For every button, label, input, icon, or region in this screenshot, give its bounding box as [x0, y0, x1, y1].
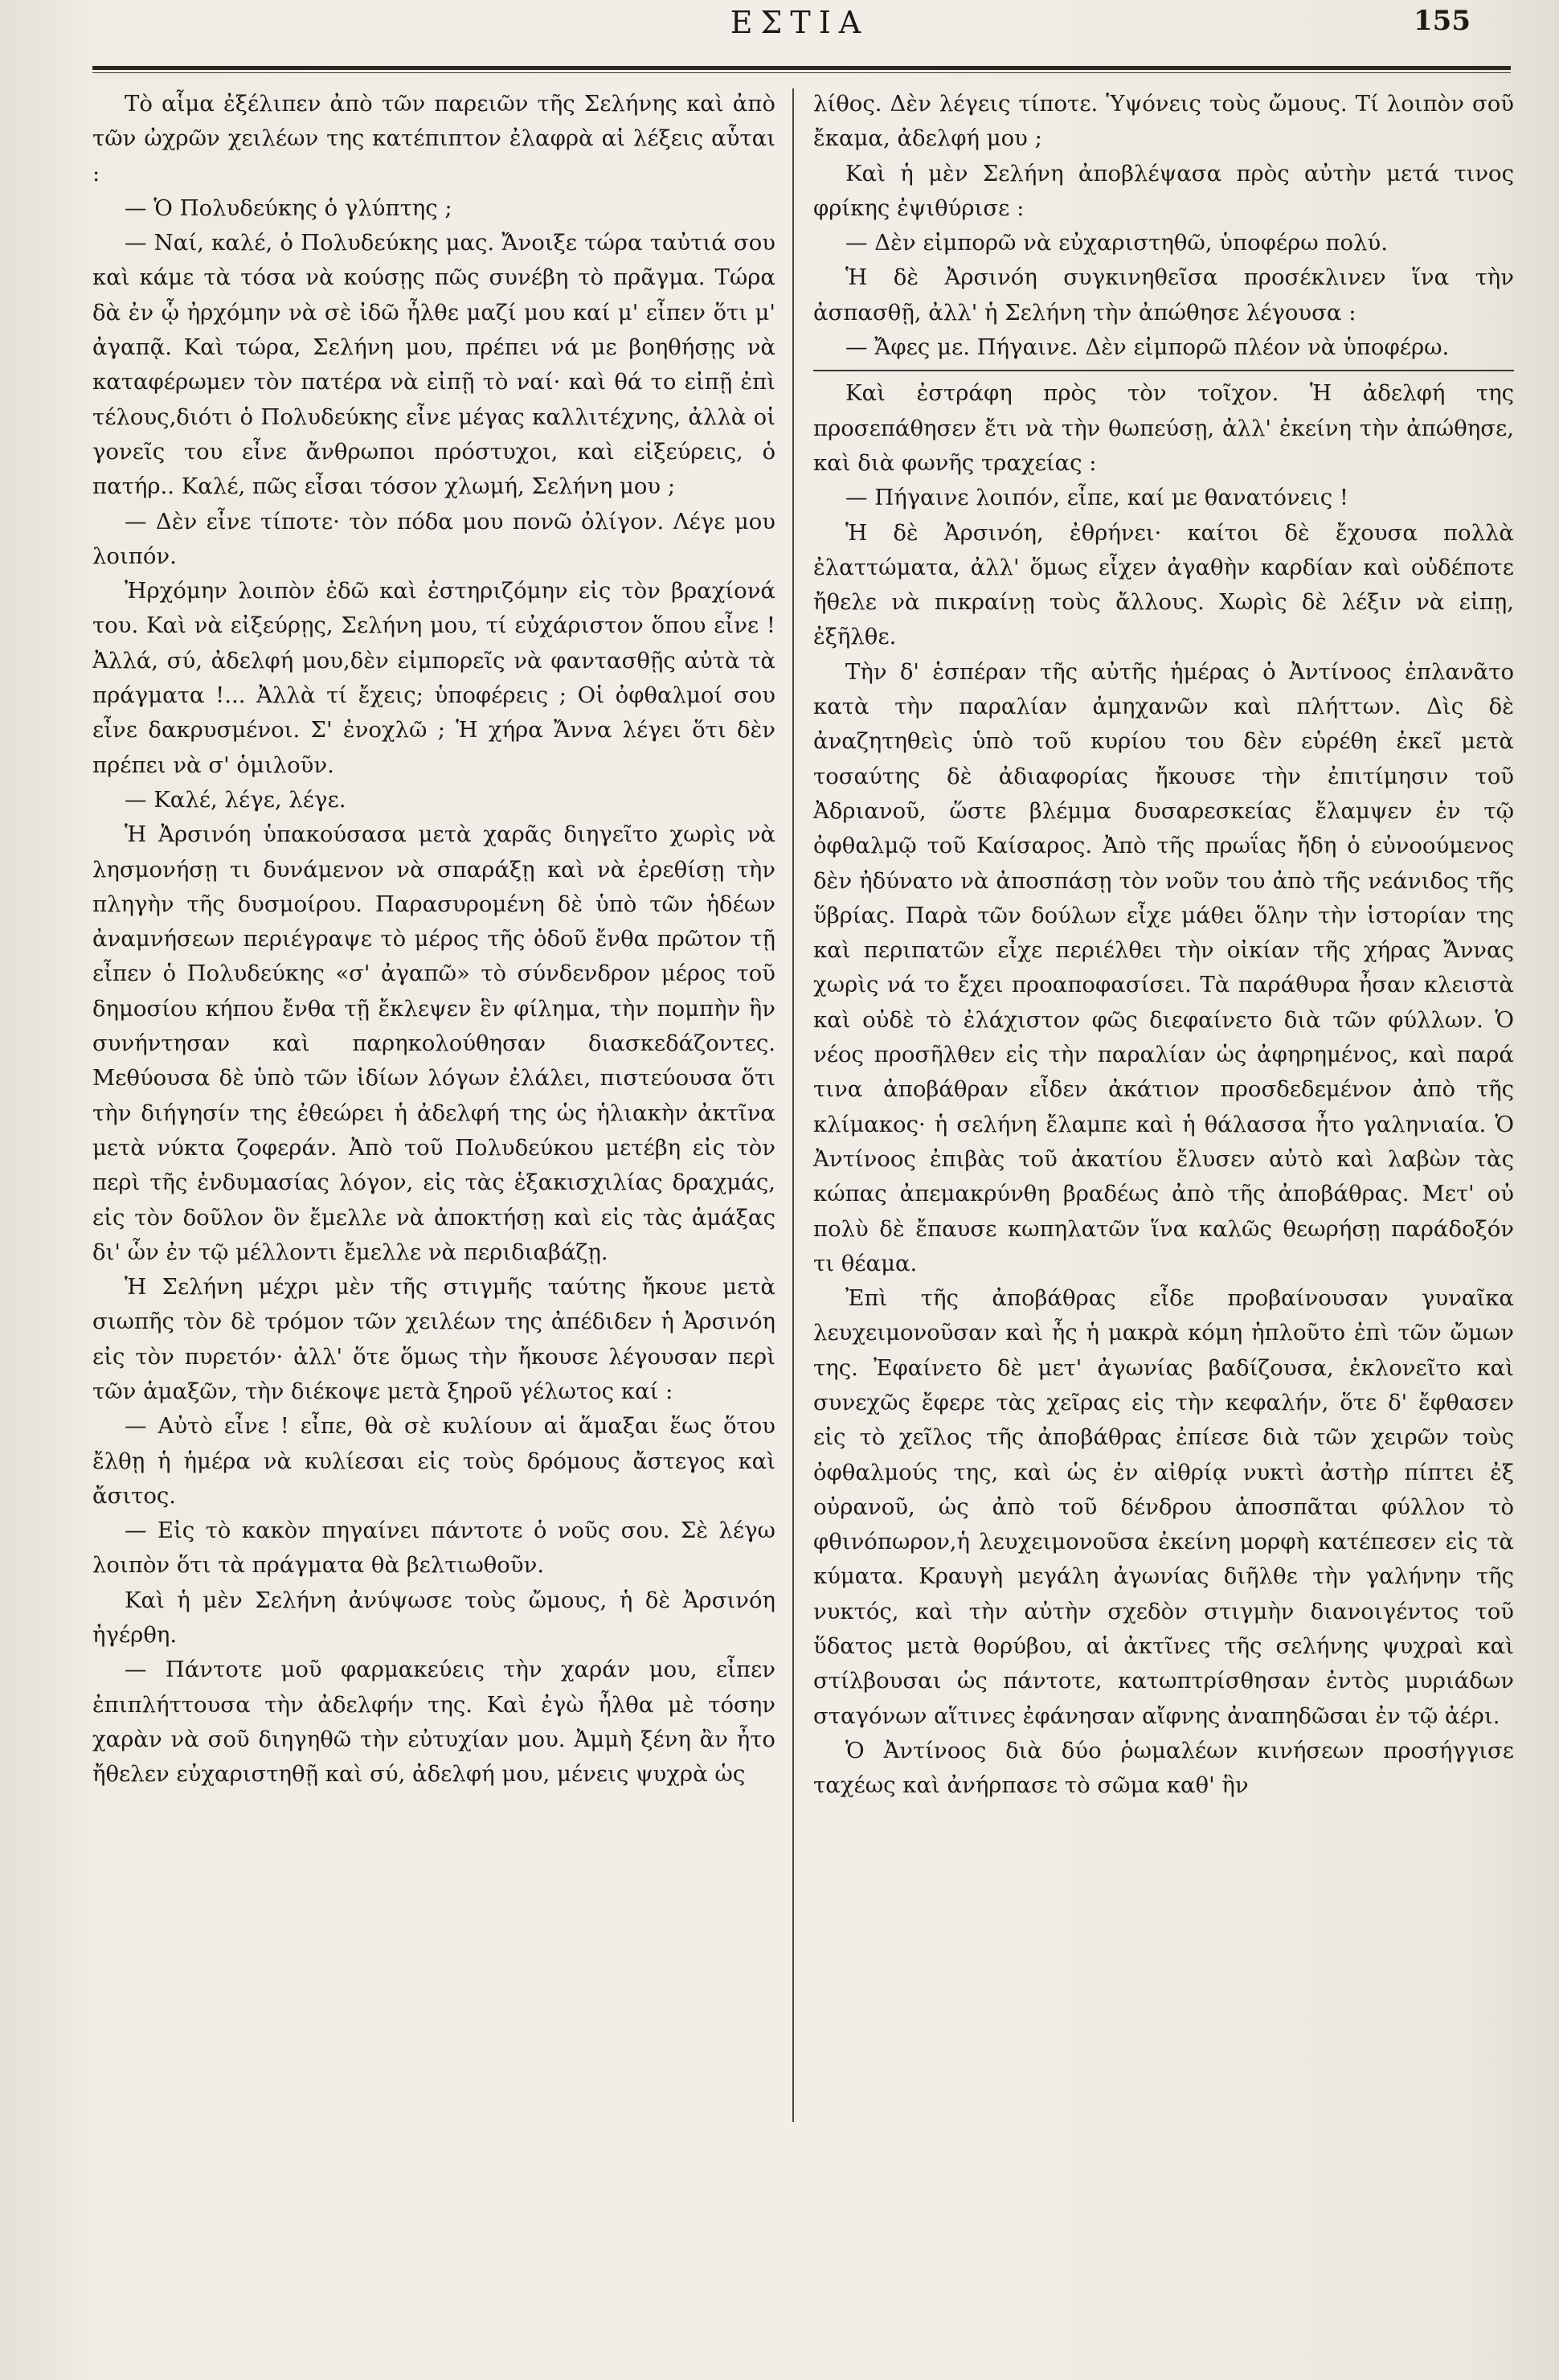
paragraph: — Ἄφες με. Πήγαινε. Δὲν εἰμπορῶ πλέον νὰ ὑποφέρω. — [845, 334, 1450, 361]
page-number: 155 — [1414, 5, 1471, 37]
paragraph: — Δὲν εἰμπορῶ νὰ εὐχαριστηθῶ, ὑποφέρω πολύ. — [845, 230, 1388, 256]
header-rule — [92, 66, 1511, 70]
paragraph: — Καλέ, λέγε, λέγε. — [125, 786, 346, 813]
journal-title: ΕΣΤΙΑ — [730, 5, 870, 40]
paragraph: Ἡ Ἀρσινόη ὑπακούσασα μετὰ χαρᾶς διηγεῖτο χωρὶς νὰ λησμονήσῃ τι δυνάμενον νὰ σπαράξῃ καὶ νὰ ἐρεθίσῃ τὴν πληγὴν τῆς δυσμοίρου. Παρασυρομένη δὲ ὑπὸ τῶν ἡδέων ἀναμνήσεων περιέγραψε τὸ μέρος τῆς ὁδοῦ ἔνθα πρῶτον τῇ εἶπεν ὁ Πολυδεύκης «σ' ἀγαπῶ» τὸ σύνδενδρον μέρος τοῦ δημοσίου κήπου ἔνθα τῇ ἔκλεψεν ἓν φίλημα, τὴν πομπὴν ἣν συνήντησαν καὶ παρηκολούθησαν διασκεδάζοντες. Μεθύουσα δὲ ὑπὸ τῶν ἰδίων λόγων ἐλάλει, πιστεύουσα ὅτι τὴν διήγησίν της ἐθεώρει ἡ ἀδελφή της ὡς ἡλιακὴν ἀκτῖνα μετὰ νύκτα ζοφεράν. Ἀπὸ τοῦ Πολυδεύκου μετέβη εἰς τὸν περὶ τῆς ἐνδυμασίας λόγον, εἰς τὰς ἑξακισχιλίας δραχμάς, εἰς τὸν δοῦλον ὃν ἔμελλε νὰ ἀποκτήσῃ καὶ εἰς τὰς ἁμάξας δι' ὧν ἐν τῷ μέλλοντι ἔμελλε νὰ περιδιαβάζῃ. — [92, 821, 775, 1265]
left-column — [92, 87, 775, 1792]
paragraph: Ἡ Σελήνη μέχρι μὲν τῆς στιγμῆς ταύτης ἤκουε μετὰ σιωπῆς τὸν δὲ τρόμον τῶν χειλέων της ἀπέδιδεν ἡ Ἀρσινόη εἰς τὸν πυρετόν· ἀλλ' ὅτε ὅμως τὴν ἤκουσε λέγουσαν περὶ τῶν ἁμαξῶν, τὴν διέκοψε μετὰ ξηροῦ γέλωτος καί : — [92, 1274, 775, 1404]
paragraph: Ἡ δὲ Ἀρσινόη συγκινηθεῖσα προσέκλινεν ἵνα τὴν ἀσπασθῇ, ἀλλ' ἡ Σελήνη τὴν ἀπώθησε λέγουσα : — [813, 264, 1514, 326]
paragraph: Καὶ ἡ μὲν Σελήνη ἀνύψωσε τοὺς ὤμους, ἡ δὲ Ἀρσινόη ἠγέρθη. — [92, 1587, 775, 1649]
paragraph: — Ναί, καλέ, ὁ Πολυδεύκης μας. Ἄνοιξε τώρα ταὐτιά σου καὶ κάμε τὰ τόσα νὰ κούσῃς πῶς συνέβη τὸ πρᾶγμα. Τώρα δὰ ἐν ᾧ ἠρχόμην νὰ σὲ ἰδῶ ἦλθε μαζί μου καί μ' εἶπεν ὅτι μ' ἀγαπᾷ. Καὶ τώρα, Σελήνη μου, πρέπει νά με βοηθήσῃς νὰ καταφέρωμεν τὸν πατέρα νὰ εἰπῇ τὸ ναί· καὶ θά το εἰπῇ ἐπὶ τέλους,διότι ὁ Πολυδεύκης εἶνε μέγας καλλιτέχνης, ἀλλὰ οἱ γονεῖς του εἶνε ἄνθρωποι πρόστυχοι, καὶ εἰξεύρεις, ὁ πατήρ.. Καλέ, πῶς εἶσαι τόσον χλωμή, Σελήνη μου ; — [92, 230, 775, 500]
paragraph: Ἠρχόμην λοιπὸν ἐδῶ καὶ ἐστηριζόμην εἰς τὸν βραχίονά του. Καὶ νὰ εἰξεύρῃς, Σελήνη μου, τί εὐχάριστον ὅπου εἶνε ! Ἀλλά, σύ, ἀδελφή μου,δὲν εἰμπορεῖς νὰ φαντασθῇς αὐτὰ τὰ πράγματα !... Ἀλλὰ τί ἔχεις; ὑποφέρεις ; Οἱ ὀφθαλμοί σου εἶνε δακρυσμένοι. Σ' ἐνοχλῶ ; Ἡ χήρα Ἄννα λέγει ὅτι δὲν πρέπει νὰ σ' ὁμιλοῦν. — [92, 578, 775, 778]
paragraph: Ἐπὶ τῆς ἀποβάθρας εἶδε προβαίνουσαν γυναῖκα λευχειμονοῦσαν καὶ ἧς ἡ μακρὰ κόμη ἠπλοῦτο ἐπὶ τῶν ὤμων της. Ἐφαίνετο δὲ μετ' ἀγωνίας βαδίζουσα, ἐκλονεῖτο καὶ συνεχῶς ἔφερε τὰς χεῖρας εἰς τὴν κεφαλήν, ὅτε δ' ἔφθασεν εἰς τὸ χεῖλος τῆς ἀποβάθρας ἐπίεσε διὰ τῶν χειρῶν τοὺς ὀφθαλμούς της, καὶ ὡς ἐν αἰθρίᾳ νυκτὶ ἀστὴρ πίπτει ἐξ οὐρανοῦ, ὡς ἀπὸ τοῦ δένδρου ἀποσπᾶται φύλλον τὸ φθινόπωρον,ἡ λευχειμονοῦσα ἐκείνη μορφὴ κατέπεσεν εἰς τὰ κύματα. Κραυγὴ μεγάλη ἀγωνίας διῆλθε τὴν γαλήνην τῆς νυκτός, καὶ τὴν αὐτὴν σχεδὸν στιγμὴν διανοιγέντος τοῦ ὕδατος μετὰ θορύβου, αἱ ἀκτῖνες τῆς σελήνης ψυχραὶ καὶ στίλβουσαι ὡς πάντοτε, κατωπτρίσθησαν ἐντὸς μυριάδων σταγόνων αἵτινες ἐφάνησαν αἴφνης ἀναπηδῶσαι ἐν τῷ ἀέρι. — [813, 1285, 1514, 1729]
header-rule-thin — [92, 72, 1511, 73]
paragraph: Τὴν δ' ἑσπέραν τῆς αὐτῆς ἡμέρας ὁ Ἀντίνοος ἐπλανᾶτο κατὰ τὴν παραλίαν ἀμηχανῶν καὶ πλήττων. Δὶς δὲ ἀναζητηθεὶς ὑπὸ τοῦ κυρίου του δὲν εὑρέθη ἐκεῖ μετὰ τοσαύτης δὲ ἀδιαφορίας ἤκουσε τὴν ἐπιτίμησιν τοῦ Ἀδριανοῦ, ὥστε βλέμμα δυσαρεσκείας ἔλαμψεν ἐν τῷ ὀφθαλμῷ τοῦ Καίσαρος. Ἀπὸ τῆς πρωΐας ἤδη ὁ εὐνοούμενος δὲν ἠδύνατο νὰ ἀποσπάσῃ τὸν νοῦν του ἀπὸ τῆς νεάνιδος τῆς ὕβρίας. Παρὰ τῶν δούλων εἶχε μάθει ὅλην τὴν ἱστορίαν της καὶ περιπατῶν εἶχε περιέλθει τὴν οἰκίαν τῆς χήρας Ἄννας χωρὶς νά το ἔχει προαποφασίσει. Τὰ παράθυρα ἦσαν κλειστὰ καὶ οὐδὲ τὸ ἐλάχιστον φῶς διεφαίνετο διὰ τῶν φύλλων. Ὁ νέος προσῆλθεν εἰς τὴν παραλίαν ὡς ἀφηρημένος, καὶ παρά τινα ἀποβάθραν εἶδεν ἀκάτιον προσδεδεμένον ἀπὸ τῆς κλίμακος· ἡ σελήνη ἔλαμπε καὶ ἡ θάλασσα ἦτο γαληνιαία. Ὁ Ἀντίνοος ἐπιβὰς τοῦ ἀκατίου ἔλυσεν αὐτὸ καὶ λαβὼν τὰς κώπας ἀπεμακρύνθη βραδέως ἀπὸ τῆς ἀποβάθρας. Μετ' οὐ πολὺ δὲ ἔπαυσε κωπηλατῶν ἵνα καλῶς θεωρήσῃ παράδοξόν τι θέαμα. — [813, 658, 1514, 1276]
right-column — [813, 87, 1514, 1804]
paragraph: — Δὲν εἶνε τίποτε· τὸν πόδα μου πονῶ ὀλίγον. Λέγε μου λοιπόν. — [92, 508, 775, 569]
paragraph: — Πάντοτε μοῦ φαρμακεύεις τὴν χαράν μου, εἶπεν ἐπιπλήττουσα τὴν ἀδελφήν της. Καὶ ἐγὼ ἦλθα μὲ τόσην χαρὰν νὰ σοῦ διηγηθῶ τὴν εὐτυχίαν μου. Ἀμμὴ ξένη ἂν ἦτο ἤθελεν εὐχαριστηθῇ καὶ σύ, ἀδελφή μου, μένεις ψυχρὰ ὡς — [92, 1657, 775, 1788]
section-rule — [813, 370, 1514, 371]
paragraph: — Πήγαινε λοιπόν, εἶπε, καί με θανατόνεις ! — [845, 485, 1348, 511]
paragraph: Τὸ αἷμα ἐξέλιπεν ἀπὸ τῶν παρειῶν τῆς Σελήνης καὶ ἀπὸ τῶν ὠχρῶν χειλέων της κατέπιπτον ἐλαφρὰ αἱ λέξεις αὗται : — [92, 91, 775, 186]
paragraph: λίθος. Δὲν λέγεις τίποτε. Ὑψόνεις τοὺς ὤμους. Τί λοιπὸν σοῦ ἔκαμα, ἀδελφή μου ; — [813, 91, 1514, 152]
paragraph: — Αὐτὸ εἶνε ! εἶπε, θὰ σὲ κυλίουν αἱ ἅμαξαι ἕως ὅτου ἔλθῃ ἡ ἡμέρα νὰ κυλίεσαι εἰς τοὺς δρόμους ἄστεγος καὶ ἄσιτος. — [92, 1413, 775, 1509]
paragraph: — Ὁ Πολυδεύκης ὁ γλύπτης ; — [125, 195, 452, 221]
paragraph: Καὶ ἐστράφη πρὸς τὸν τοῖχον. Ἡ ἀδελφή της προσεπάθησεν ἔτι νὰ τὴν θωπεύσῃ, ἀλλ' ἐκείνη τὴν ἀπώθησε, καὶ διὰ φωνῆς τραχείας : — [813, 380, 1514, 476]
paragraph: Καὶ ἡ μὲν Σελήνη ἀποβλέψασα πρὸς αὐτὴν μετά τινος φρίκης ἐψιθύρισε : — [813, 160, 1514, 221]
paragraph: Ἡ δὲ Ἀρσινόη, ἐθρήνει· καίτοι δὲ ἔχουσα πολλὰ ἐλαττώματα, ἀλλ' ὅμως εἶχεν ἀγαθὴν καρδίαν καὶ οὐδέποτε ἤθελε νὰ πικραίνῃ τοὺς ἄλλους. Χωρὶς δὲ λέξιν νὰ εἰπῃ, ἐξῆλθε. — [813, 519, 1514, 650]
running-head — [88, 0, 1511, 63]
paragraph: Ὁ Ἀντίνοος διὰ δύο ῥωμαλέων κινήσεων προσήγγισε ταχέως καὶ ἀνήρπασε τὸ σῶμα καθ' ἣν — [813, 1737, 1514, 1799]
column-divider — [792, 88, 794, 2122]
paragraph: — Εἰς τὸ κακὸν πηγαίνει πάντοτε ὁ νοῦς σου. Σὲ λέγω λοιπὸν ὅτι τὰ πράγματα θὰ βελτιωθοῦν. — [92, 1518, 775, 1579]
